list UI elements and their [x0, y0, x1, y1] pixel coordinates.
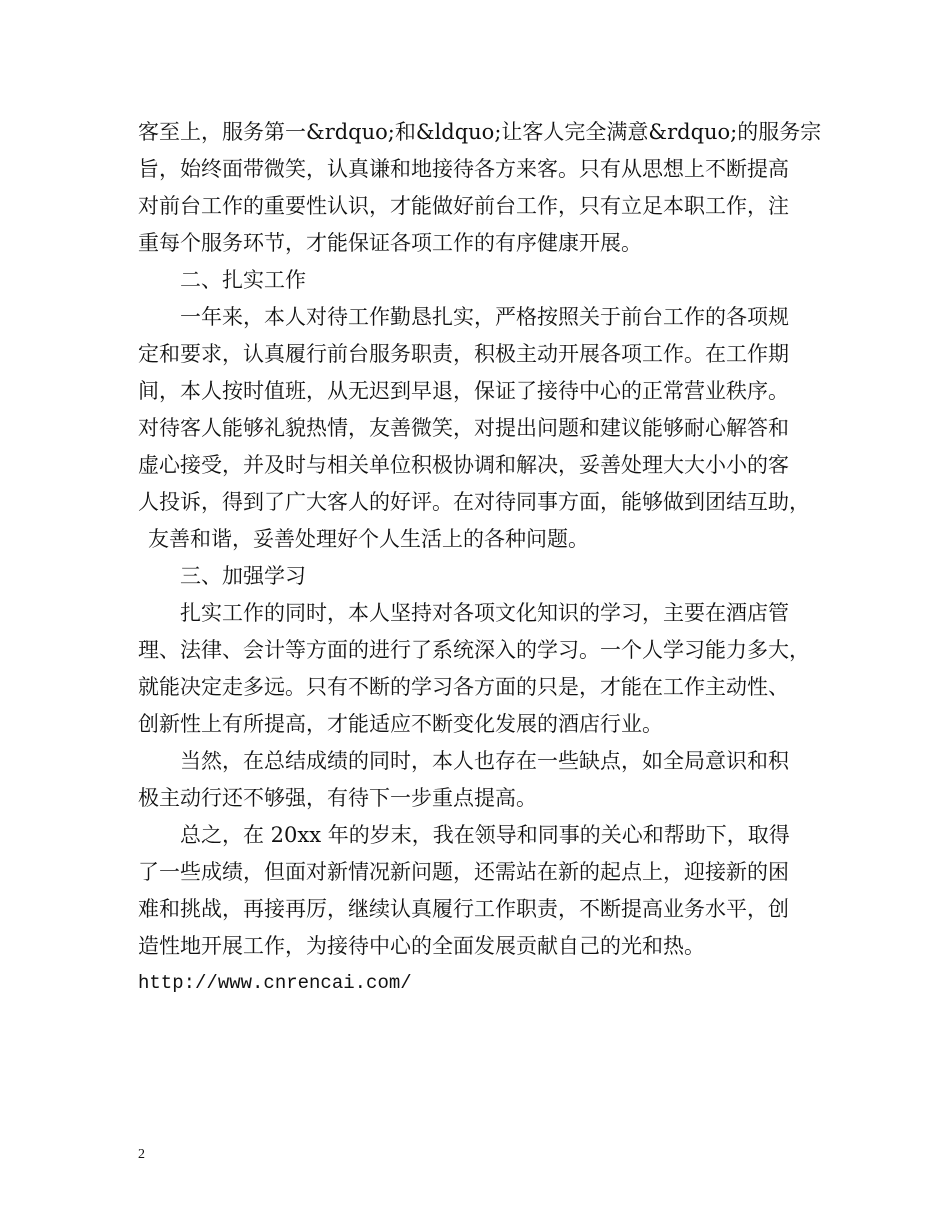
- paragraph-line: 极主动行还不够强，有待下一步重点提高。: [138, 786, 537, 810]
- paragraph-line: 了一些成绩，但面对新情况新问题，还需站在新的起点上，迎接新的困: [138, 860, 789, 884]
- paragraph-line: 客至上，服务第一&rdquo;和&ldquo;让客人完全满意&rdquo;的服务宗: [138, 120, 822, 144]
- paragraph-line: 旨，始终面带微笑，认真谦和地接待各方来客。只有从思想上不断提高: [138, 157, 789, 181]
- source-url: http://www.cnrencai.com/: [138, 972, 412, 994]
- section-heading: 二、扎实工作: [180, 268, 306, 292]
- page-number: 2: [138, 1147, 145, 1162]
- paragraph-line: 人投诉，得到了广大客人的好评。在对待同事方面，能够做到团结互助，: [138, 490, 810, 514]
- paragraph-line: 总之，在 20xx 年的岁末，我在领导和同事的关心和帮助下，取得: [180, 823, 790, 847]
- paragraph-line: 虚心接受，并及时与相关单位积极协调和解决，妥善处理大大小小的客: [138, 453, 789, 477]
- paragraph-line: 重每个服务环节，才能保证各项工作的有序健康开展。: [138, 231, 642, 255]
- paragraph-line: 定和要求，认真履行前台服务职责，积极主动开展各项工作。在工作期: [138, 342, 789, 366]
- paragraph-line: 友善和谐，妥善处理好个人生活上的各种问题。: [148, 527, 589, 551]
- paragraph-line: 一年来，本人对待工作勤恳扎实，严格按照关于前台工作的各项规: [180, 305, 789, 329]
- paragraph-line: 理、法律、会计等方面的进行了系统深入的学习。一个人学习能力多大，: [138, 638, 810, 662]
- paragraph-line: 对前台工作的重要性认识，才能做好前台工作，只有立足本职工作，注: [138, 194, 789, 218]
- paragraph-line: 创新性上有所提高，才能适应不断变化发展的酒店行业。: [138, 712, 663, 736]
- paragraph-line: 难和挑战，再接再厉，继续认真履行工作职责，不断提高业务水平，创: [138, 897, 789, 921]
- section-heading: 三、加强学习: [180, 564, 306, 588]
- paragraph-line: 造性地开展工作，为接待中心的全面发展贡献自己的光和热。: [138, 934, 705, 958]
- paragraph-line: 扎实工作的同时，本人坚持对各项文化知识的学习，主要在酒店管: [180, 601, 789, 625]
- paragraph-line: 当然，在总结成绩的同时，本人也存在一些缺点，如全局意识和积: [180, 749, 789, 773]
- paragraph-line: 对待客人能够礼貌热情，友善微笑，对提出问题和建议能够耐心解答和: [138, 416, 789, 440]
- paragraph-line: 就能决定走多远。只有不断的学习各方面的只是，才能在工作主动性、: [138, 675, 789, 699]
- paragraph-line: 间，本人按时值班，从无迟到早退，保证了接待中心的正常营业秩序。: [138, 379, 789, 403]
